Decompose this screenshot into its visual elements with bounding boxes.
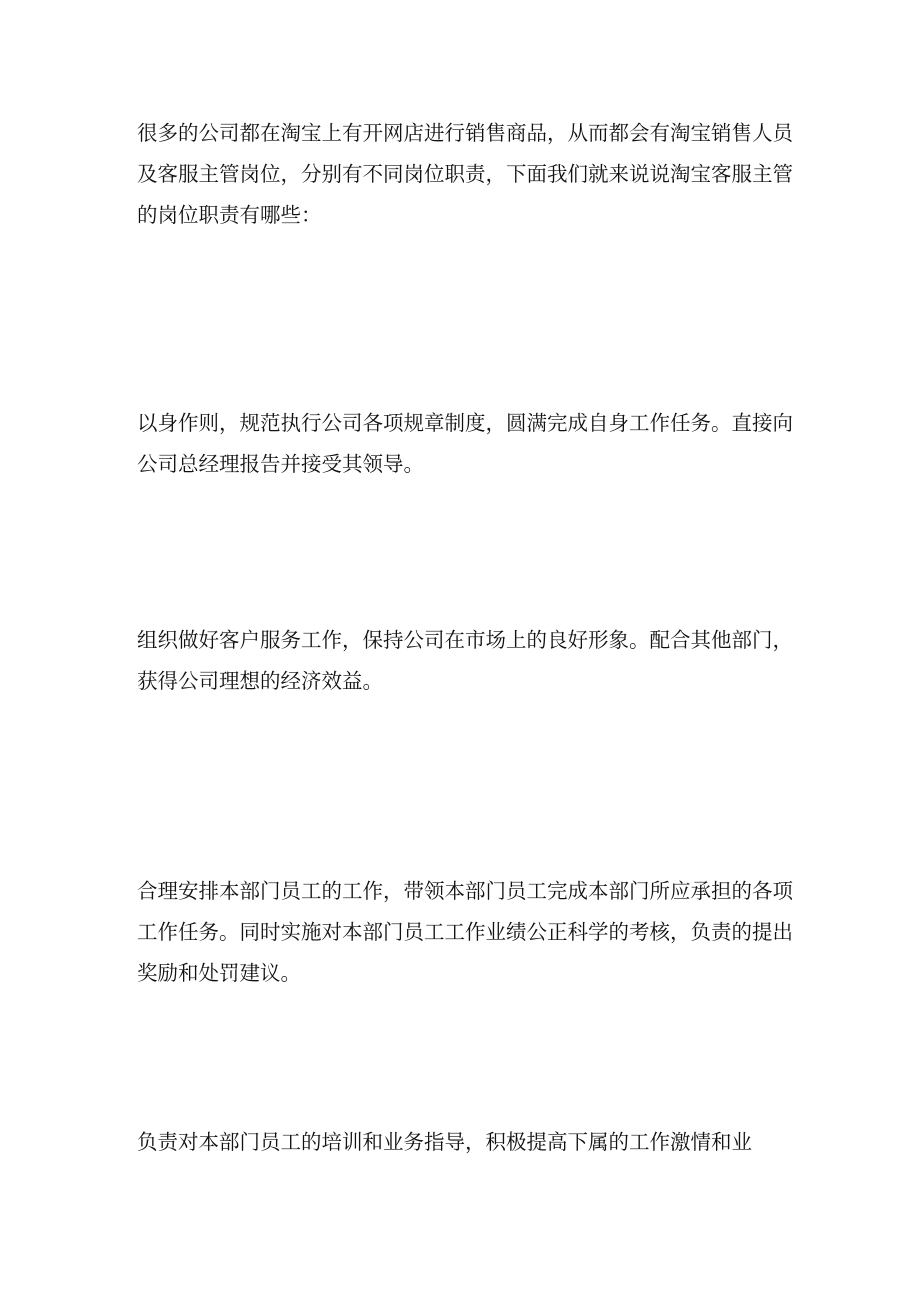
paragraph-duty-2 <box>137 620 797 702</box>
text-line: 合理安排本部门员工的工作，带领本部门员工完成本部门所应承担的各项 <box>137 879 793 903</box>
paragraph-duty-3 <box>137 871 797 994</box>
text-line: 获得公司理想的经济效益。 <box>137 669 383 693</box>
text-line: 负责对本部门员工的培训和业务指导，积极提高下属的工作激情和业 <box>137 1130 752 1154</box>
text-line: 以身作则，规范执行公司各项规章制度，圆满完成自身工作任务。直接向 <box>137 411 793 435</box>
text-line: 及客服主管岗位，分别有不同岗位职责，下面我们就来说说淘宝客服主管 <box>137 162 793 186</box>
text-line: 的岗位职责有哪些： <box>137 203 322 227</box>
text-line: 公司总经理报告并接受其领导。 <box>137 452 424 476</box>
text-line: 很多的公司都在淘宝上有开网店进行销售商品，从而都会有淘宝销售人员 <box>137 121 793 145</box>
paragraph-duty-4 <box>137 1122 797 1163</box>
text-line: 组织做好客户服务工作，保持公司在市场上的良好形象。配合其他部门， <box>137 628 793 652</box>
text-line: 工作任务。同时实施对本部门员工工作业绩公正科学的考核，负责的提出 <box>137 920 793 944</box>
text-line: 奖励和处罚建议。 <box>137 961 301 985</box>
paragraph-duty-1 <box>137 403 797 485</box>
paragraph-intro <box>137 113 797 236</box>
